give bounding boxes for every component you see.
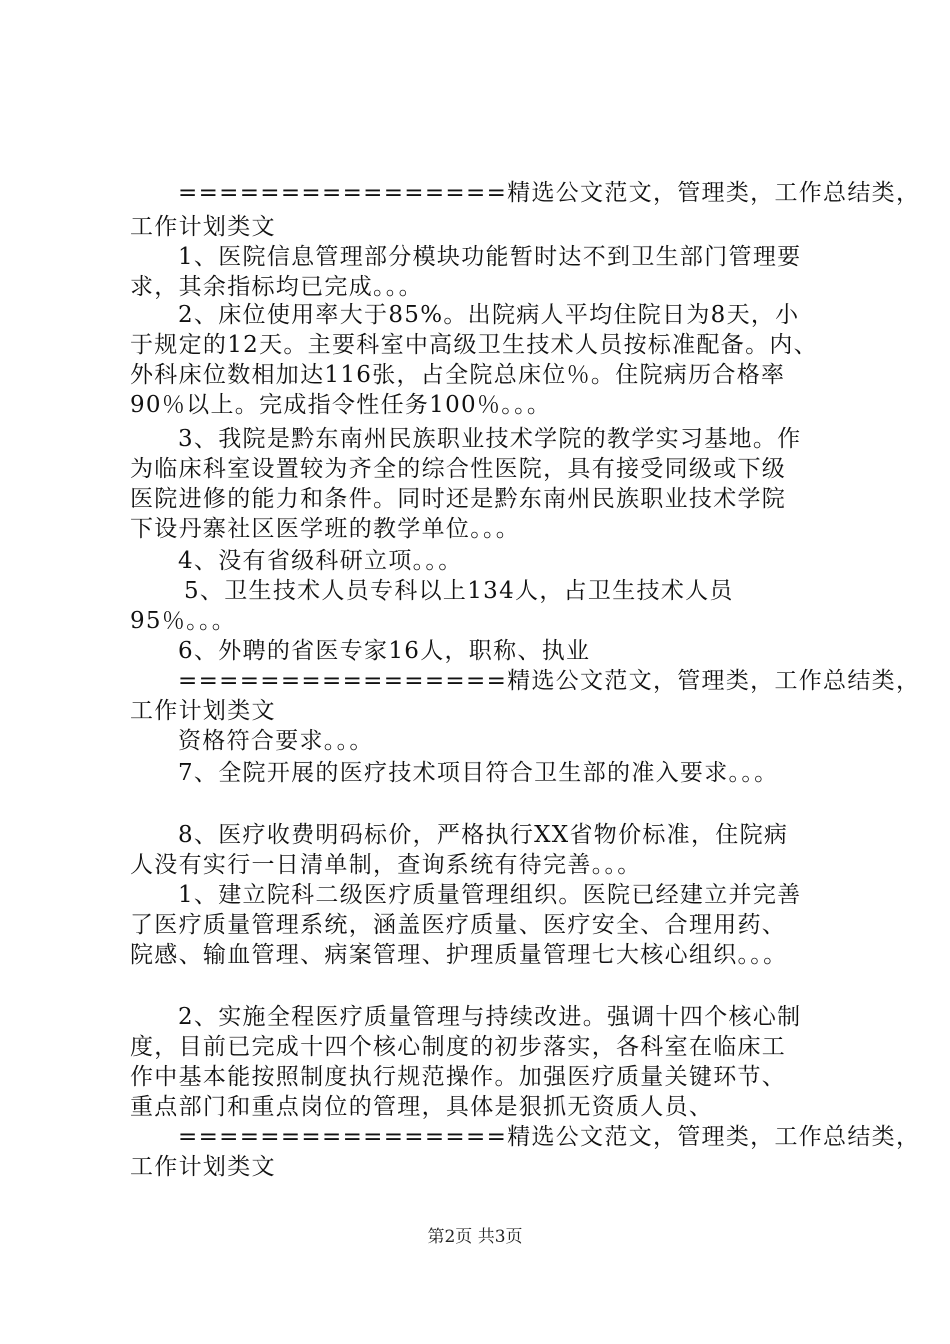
paragraph-line: 下设丹寨社区医学班的教学单位。。。	[130, 516, 521, 542]
header-separator: ================精选公文范文，管理类，工作总结类，	[178, 668, 921, 694]
paragraph-line: 求，其余指标均已完成。。。	[130, 274, 423, 300]
paragraph-line: 重点部门和重点岗位的管理，具体是狠抓无资质人员、	[130, 1094, 714, 1120]
paragraph-line: 90％以上。完成指令性任务100％。。。	[130, 392, 552, 418]
paragraph-line: 5、卫生技术人员专科以上134人，占卫生技术人员	[184, 578, 734, 604]
paragraph-line: 3、我院是黔东南州民族职业技术学院的教学实习基地。作	[178, 426, 802, 452]
paragraph-line: 了医疗质量管理系统，涵盖医疗质量、医疗安全、合理用药、	[130, 912, 787, 938]
paragraph-line: 资格符合要求。。。	[178, 728, 374, 754]
paragraph-line: 2、床位使用率大于85%。出院病人平均住院日为8天，小	[178, 302, 800, 328]
header-separator-continued: 工作计划类文	[130, 214, 276, 240]
paragraph-line: 4、没有省级科研立项。。。	[178, 548, 463, 574]
paragraph-line: 作中基本能按照制度执行规范操作。加强医疗质量关键环节、	[130, 1064, 787, 1090]
paragraph-line: 1、建立院科二级医疗质量管理组织。医院已经建立并完善	[178, 882, 802, 908]
header-separator-continued: 工作计划类文	[130, 1154, 276, 1180]
paragraph-line: 医院进修的能力和条件。同时还是黔东南州民族职业技术学院	[130, 486, 787, 512]
paragraph-line: 6、外聘的省医专家16人，职称、执业	[178, 638, 591, 664]
paragraph-line: 95％。。。	[130, 608, 237, 634]
header-separator: ================精选公文范文，管理类，工作总结类，	[178, 1124, 921, 1150]
paragraph-line: 人没有实行一日清单制，查询系统有待完善。。。	[130, 852, 642, 878]
paragraph-line: 7、全院开展的医疗技术项目符合卫生部的准入要求。。。	[178, 760, 779, 786]
paragraph-line: 院感、输血管理、病案管理、护理质量管理七大核心组织。。。	[130, 942, 788, 968]
header-separator-continued: 工作计划类文	[130, 698, 276, 724]
paragraph-line: 于规定的12天。主要科室中高级卫生技术人员按标准配备。内、	[130, 332, 818, 358]
paragraph-line: 为临床科室设置较为齐全的综合性医院，具有接受同级或下级	[130, 456, 787, 482]
paragraph-line: 8、医疗收费明码标价，严格执行XX省物价标准，住院病	[178, 822, 789, 848]
paragraph-line: 2、实施全程医疗质量管理与持续改进。强调十四个核心制	[178, 1004, 802, 1030]
page-number-footer: 第2页 共3页	[427, 1227, 523, 1247]
paragraph-line: 度，目前已完成十四个核心制度的初步落实，各科室在临床工	[130, 1034, 787, 1060]
paragraph-line: 外科床位数相加达116张，占全院总床位％。住院病历合格率	[130, 362, 786, 388]
header-separator: ================精选公文范文，管理类，工作总结类，	[178, 180, 921, 206]
paragraph-line: 1、医院信息管理部分模块功能暂时达不到卫生部门管理要	[178, 244, 802, 270]
